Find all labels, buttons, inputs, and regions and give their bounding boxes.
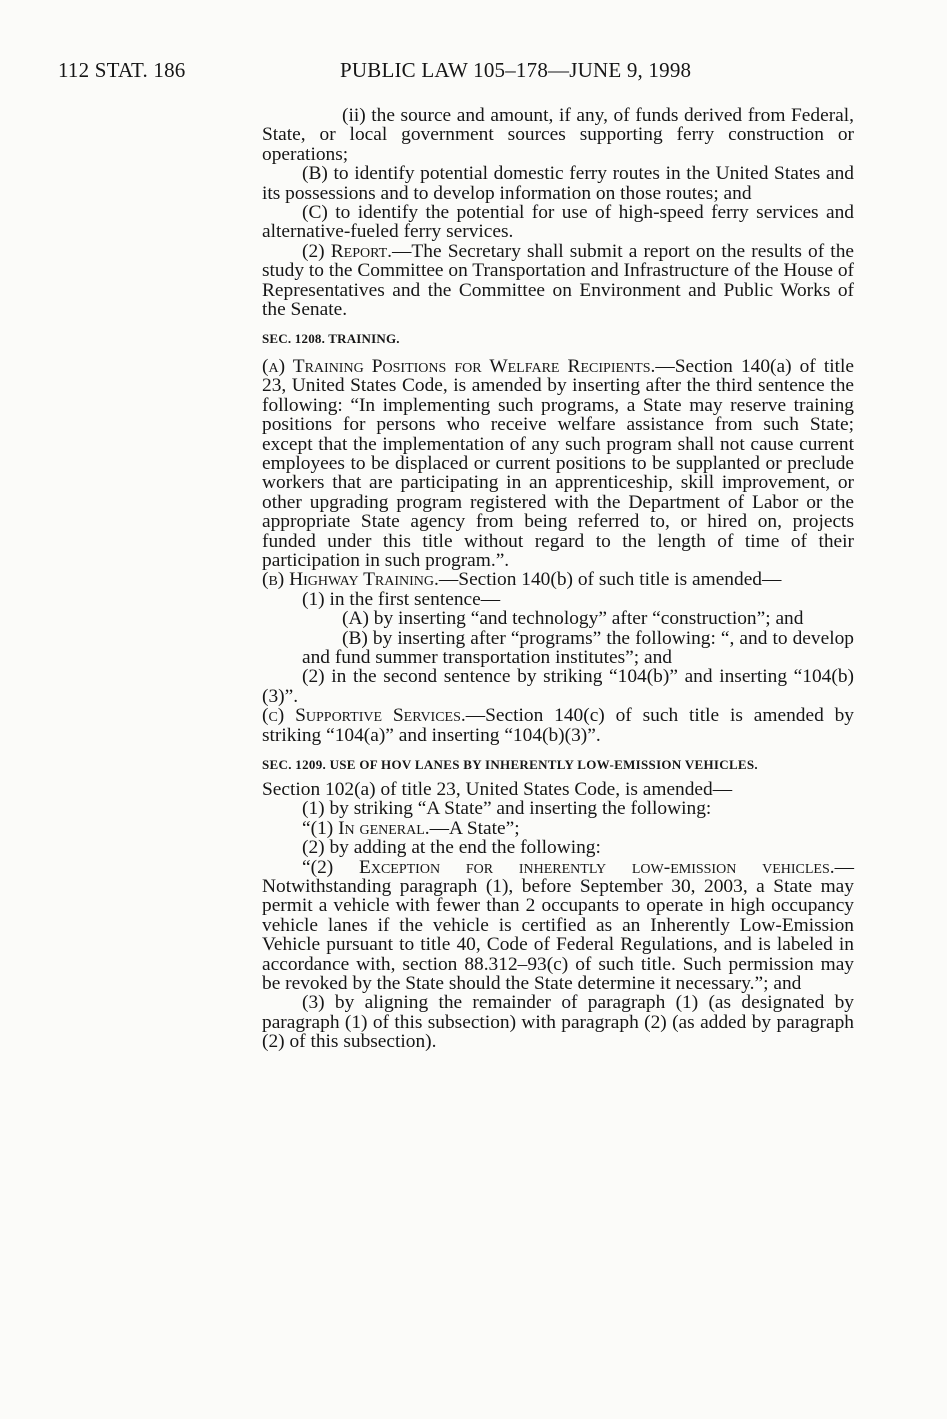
subsection-b-label: (b) Highway Training. (262, 569, 439, 591)
subsection-b-1: (1) in the first sentence— (302, 588, 501, 610)
law-title: PUBLIC LAW 105–178—JUNE 9, 1998 (340, 58, 692, 82)
paragraph-report (262, 242, 854, 320)
section-1209-p3: (3) by aligning the remainder of paragraph (1) (as designated by paragraph (1) of this subsection) with paragraph (2) (as added by paragraph (2) of this subsection). (262, 992, 854, 1053)
subsection-a-label: (a) Training Positions for Welfare Recipients. (262, 355, 656, 377)
subsection-b-text: —Section 140(b) of such title is amended— (438, 569, 782, 591)
section-1209-p1: (1) by striking “A State” and inserting the following: (302, 798, 712, 820)
section-1209-p2: (2) by adding at the end the following: (302, 837, 601, 859)
section-1208-heading: SEC. 1208. TRAINING. (262, 331, 400, 347)
quoted-paragraph-2 (262, 858, 854, 994)
quoted-paragraph-1-text: —A State”; (429, 817, 520, 839)
subsection-b-1-A: (A) by inserting “and technology” after “construction”; and (342, 608, 804, 630)
clause-b: (B) to identify potential domestic ferry routes in the United States and its possessions and to develop information on those routes; and (262, 163, 854, 204)
quoted-paragraph-1 (262, 819, 854, 838)
report-text: —The Secretary shall submit a report on the results of the study to the Committee on Transportation and Infrastructure of the House of Representatives and the Committee on Environment and Public Works of the Senate. (262, 240, 854, 321)
subsection-b-2: (2) in the second sentence by striking “104(b)” and inserting “104(b)(3)”. (262, 666, 854, 707)
section-1209-heading: SEC. 1209. USE OF HOV LANES BY INHERENTLY LOW-EMISSION VEHICLES. (262, 757, 758, 772)
clause-ii: (ii) the source and amount, if any, of funds derived from Federal, State, or local government sources supporting ferry construction or operations; (262, 105, 854, 165)
subsection-b (262, 570, 854, 589)
page-reference: 112 STAT. 186 (58, 58, 186, 82)
subsection-a-text: —Section 140(a) of title 23, United States Code, is amended by inserting after the third sentence the following: “In implementing such programs, a State may reserve training positions for persons who receive welfare assistance from such State; except that the implementation of any such program shall not cause current employees to be displaced or current positions to be supplanted or preclude workers that are participating in an apprenticeship, skill improvement, or other upgrading program registered with the Department of Labor or the appropriate State agency from being referred to, or hired on, projects funded under this title without regard to the length of time of their participation in such program.”. (262, 355, 854, 571)
quoted-paragraph-2-text: — Notwithstanding paragraph (1), before September 30, 2003, a State may permit a vehicle with fewer than 2 occupants to operate in high occupancy vehicle lanes if the vehicle is certified as an Inherently Low-Emission Vehicle pursuant to title 40, Code of Federal Regulations, and is labeled in accordance with, section 88.312–93(c) of such title. Such permission may be revoked by the State should the State determine it necessary.”; and (262, 856, 854, 995)
report-label: (2) Report. (302, 240, 393, 262)
quoted-paragraph-1-label: “(1) In general. (302, 817, 430, 839)
subsection-c-text: —Section 140(c) of such title is amended by striking “104(a)” and inserting “104(b)(3)”. (262, 705, 854, 746)
subsection-a (262, 357, 854, 570)
subsection-c (262, 706, 854, 745)
document-body (262, 106, 854, 1052)
subsection-b-1-B: (B) by inserting after “programs” the following: “, and to develop and fund summer transportation institutes”; and (302, 627, 854, 668)
subsection-c-label: (c) Supportive Services. (262, 705, 466, 727)
quoted-paragraph-2-label: “(2) Exception for inherently low-emission vehicles. (302, 856, 835, 878)
section-1209-intro: Section 102(a) of title 23, United States Code, is amended— (262, 779, 733, 800)
clause-c: (C) to identify the potential for use of high-speed ferry services and alternative-fueled ferry services. (262, 202, 854, 243)
